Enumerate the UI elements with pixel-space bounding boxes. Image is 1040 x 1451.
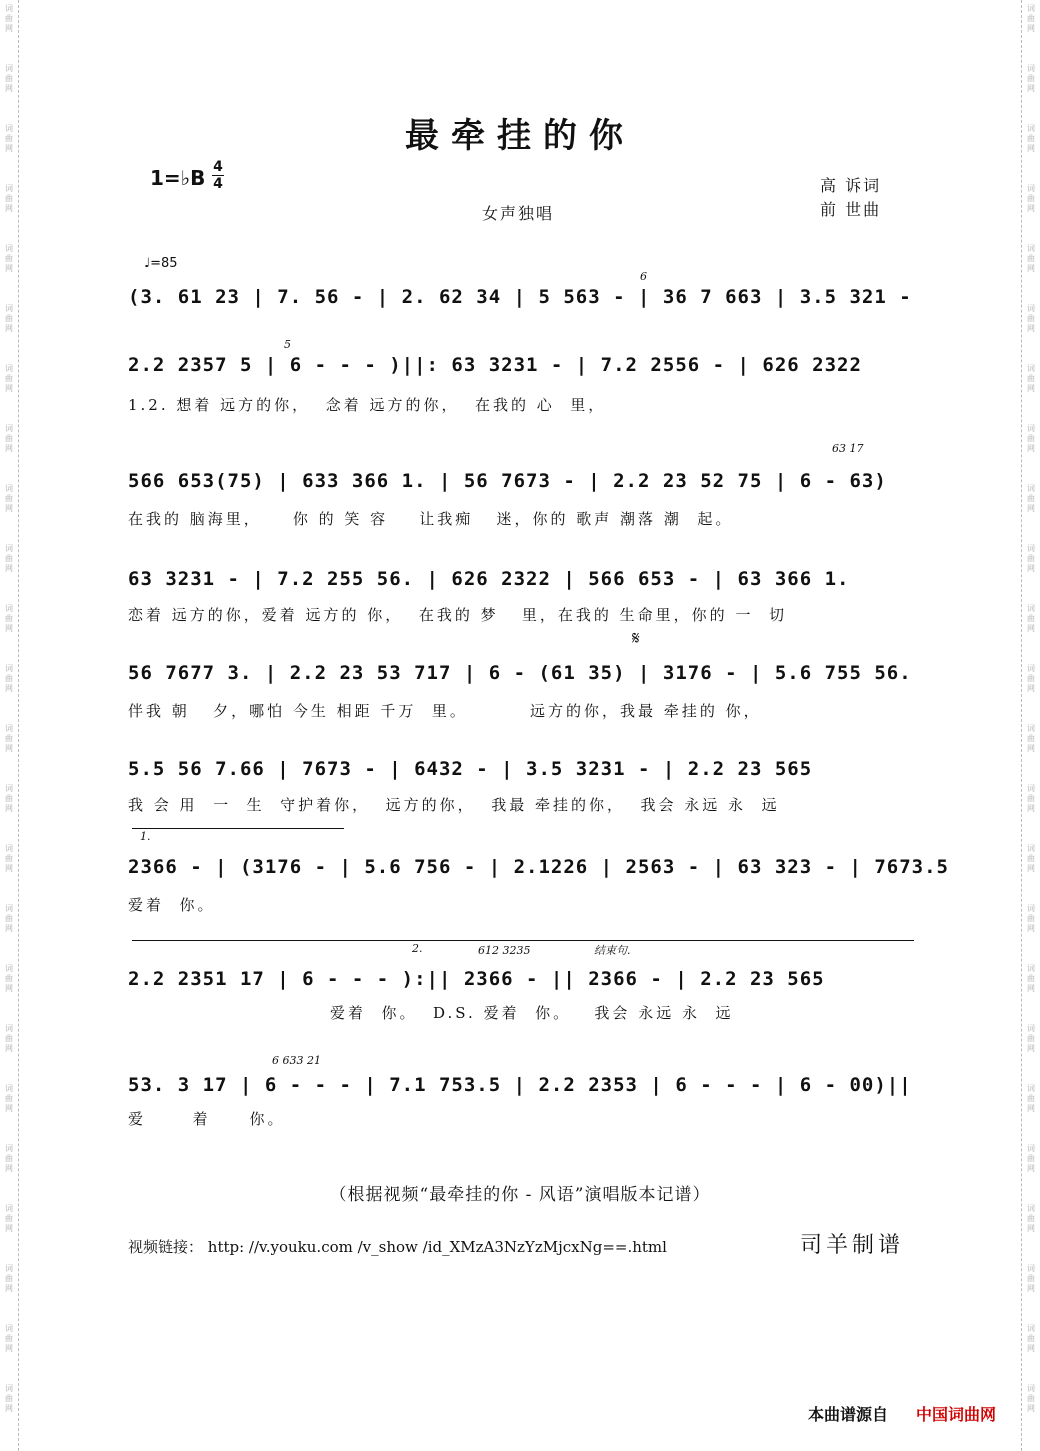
notation-line: 2.2 2357 5 | 6 - - - )||: 63 3231 - | 7.2 2556 - | 626 2322 — [128, 354, 862, 376]
volta-2-bracket — [132, 940, 914, 941]
watermark-strip-text: 词 曲 网 — [5, 664, 13, 693]
watermark-strip-text: 词 曲 网 — [1027, 604, 1035, 633]
watermark-strip-text: 词 曲 网 — [5, 1324, 13, 1353]
watermark-strip-text: 词 曲 网 — [5, 244, 13, 273]
watermark-strip-text: 词 曲 网 — [5, 4, 13, 33]
watermark-strip-text: 词 曲 网 — [1027, 784, 1035, 813]
video-link-label: 视频链接： — [128, 1238, 204, 1256]
watermark-strip-text: 词 曲 网 — [1027, 364, 1035, 393]
page-title: 最牵挂的你 — [405, 116, 635, 156]
score-system-5 — [128, 660, 920, 720]
time-signature-top: 4 — [213, 159, 223, 175]
volta-1-label: 1. — [140, 830, 151, 843]
lyric-line: 爱着 你。 D.S. 爱着 你。 我会 永远 永 远 — [128, 1004, 734, 1022]
notation-line: (3. 61 23 | 7. 56 - | 2. 62 34 | 5 563 - | 36 7 663 | 3.5 321 - — [128, 286, 912, 308]
ending-label: 结束句. — [594, 944, 631, 957]
score-system-1 — [128, 270, 920, 324]
watermark-strip-text: 词 曲 网 — [5, 484, 13, 513]
lyricist-credit: 高 诉词 — [820, 176, 882, 195]
watermark-strip-text: 词 曲 网 — [1027, 664, 1035, 693]
source-site: 中国词曲网 — [916, 1405, 997, 1424]
score-system-8 — [128, 966, 920, 1026]
watermark-strip-text: 词 曲 网 — [5, 424, 13, 453]
watermark-strip-text: 词 曲 网 — [1027, 844, 1035, 873]
watermark-strip-text: 词 曲 网 — [1027, 124, 1035, 153]
score-system-2 — [128, 338, 920, 414]
watermark-strip-text: 词 曲 网 — [1027, 1204, 1035, 1233]
grace-note: 5 — [284, 338, 291, 351]
watermark-strip-text: 词 曲 网 — [1027, 1264, 1035, 1293]
watermark-strip-text: 词 曲 网 — [5, 1084, 13, 1113]
tempo-marking: ♩=85 — [144, 256, 178, 271]
volta-1-bracket — [132, 828, 344, 829]
transcriber-signature: 司羊制谱 — [800, 1233, 905, 1258]
watermark-strip-text: 词 曲 网 — [1027, 724, 1035, 753]
notation-line: 63 3231 - | 7.2 255 56. | 626 2322 | 566 653 - | 63 366 1. — [128, 568, 850, 590]
score-system-9 — [128, 1054, 920, 1132]
time-signature-bottom: 4 — [213, 176, 223, 192]
watermark-strip-text: 词 曲 网 — [1027, 1324, 1035, 1353]
watermark-strip-text: 词 曲 网 — [5, 964, 13, 993]
transcription-note: （根据视频“最牵挂的你 - 风语”演唱版本记谱） — [329, 1185, 711, 1205]
score-system-3 — [128, 442, 920, 528]
watermark-strip-text: 词 曲 网 — [5, 184, 13, 213]
grace-note: 63 17 — [832, 442, 864, 455]
lyric-line: 我 会 用 一 生 守护着你， 远方的你， 我最 牵挂的你， 我会 永远 永 远 — [128, 796, 780, 814]
notation-line: 5.5 56 7.66 | 7673 - | 6432 - | 3.5 3231 - | 2.2 23 565 — [128, 758, 813, 780]
watermark-strip-text: 词 曲 网 — [1027, 64, 1035, 93]
watermark-strip-text: 词 曲 网 — [1027, 304, 1035, 333]
watermark-strip-text: 词 曲 网 — [1027, 904, 1035, 933]
lyric-line: 恋着 远方的你，爱着 远方的 你， 在我的 梦 里，在我的 生命里，你的 一 切 — [128, 606, 787, 624]
watermark-strip-text: 词 曲 网 — [1027, 484, 1035, 513]
performance-type: 女声独唱 — [482, 204, 555, 223]
key-signature: 1=♭B — [150, 166, 206, 190]
watermark-strip-text: 词 曲 网 — [1027, 544, 1035, 573]
lyric-line: 爱 着 你。 — [128, 1110, 286, 1128]
watermark-strip-text: 词 曲 网 — [5, 544, 13, 573]
watermark-strip-text: 词 曲 网 — [1027, 1144, 1035, 1173]
watermark-strip-text: 词 曲 网 — [5, 1204, 13, 1233]
watermark-strip-text: 词 曲 网 — [5, 304, 13, 333]
lyric-line: 在我的 脑海里， 你 的 笑 容 让我痴 迷，你的 歌声 潮落 潮 起。 — [128, 510, 734, 528]
segno-sign: 𝄋 — [632, 628, 640, 649]
lyric-line: 1.2. 想着 远方的你， 念着 远方的你， 在我的 心 里， — [128, 396, 607, 414]
watermark-strip-text: 词 曲 网 — [5, 1264, 13, 1293]
watermark-strip-text: 词 曲 网 — [1027, 4, 1035, 33]
watermark-strip-text: 词 曲 网 — [5, 1024, 13, 1053]
notation-line: 53. 3 17 | 6 - - - | 7.1 753.5 | 2.2 2353 | 6 - - - | 6 - 00)|| — [128, 1074, 912, 1096]
notation-line: 566 653(75) | 633 366 1. | 56 7673 - | 2.2 23 52 75 | 6 - 63) — [128, 470, 887, 492]
time-signature — [212, 160, 224, 191]
grace-note: 612 3235 — [478, 944, 531, 957]
score-system-6 — [128, 756, 920, 816]
watermark-strip-text: 词 曲 网 — [1027, 244, 1035, 273]
composer-credit: 前 世曲 — [820, 200, 882, 219]
watermark-strip-text: 词 曲 网 — [5, 784, 13, 813]
score-system-7 — [128, 854, 949, 914]
watermark-strip-text: 词 曲 网 — [5, 904, 13, 933]
score-system-4 — [128, 566, 920, 626]
watermark-strip-text: 词 曲 网 — [5, 604, 13, 633]
notation-line: 2366 - | (3176 - | 5.6 756 - | 2.1226 | 2563 - | 63 323 - | 7673.5 — [128, 856, 949, 878]
watermark-strip-text: 词 曲 网 — [5, 1384, 13, 1413]
source-label: 本曲谱源自 — [808, 1405, 889, 1424]
watermark-strip-text: 词 曲 网 — [5, 844, 13, 873]
notation-line: 56 7677 3. | 2.2 23 53 717 | 6 - (61 35) | 3176 - | 5.6 755 56. — [128, 662, 912, 684]
grace-note: 6 633 21 — [272, 1054, 321, 1067]
lyric-line: 伴我 朝 夕，哪怕 今生 相距 千万 里。 远方的你，我最 牵挂的 你， — [128, 702, 762, 720]
notation-line: 2.2 2351 17 | 6 - - - ):|| 2366 - || 2366 - | 2.2 23 565 — [128, 968, 825, 990]
watermark-strip-text: 词 曲 网 — [1027, 1084, 1035, 1113]
watermark-strip-text: 词 曲 网 — [5, 1144, 13, 1173]
watermark-strip-text: 词 曲 网 — [5, 724, 13, 753]
video-link — [128, 1236, 667, 1257]
watermark-strip-text: 词 曲 网 — [1027, 424, 1035, 453]
watermark-strip-text: 词 曲 网 — [1027, 964, 1035, 993]
watermark-strip-text: 词 曲 网 — [5, 124, 13, 153]
watermark-strip-text: 词 曲 网 — [5, 64, 13, 93]
watermark-strip-text: 词 曲 网 — [1027, 1024, 1035, 1053]
watermark-strip-text: 词 曲 网 — [5, 364, 13, 393]
watermark-strip-text: 词 曲 网 — [1027, 1384, 1035, 1413]
watermark-strip-text: 词 曲 网 — [1027, 184, 1035, 213]
video-link-url: http: //v.youku.com /v_show /id_XMzA3NzYzMjcxNg==.html — [207, 1238, 667, 1256]
lyric-line: 爱着 你。 — [128, 896, 216, 914]
volta-2-label: 2. — [412, 942, 423, 955]
grace-note: 6 — [640, 270, 647, 283]
